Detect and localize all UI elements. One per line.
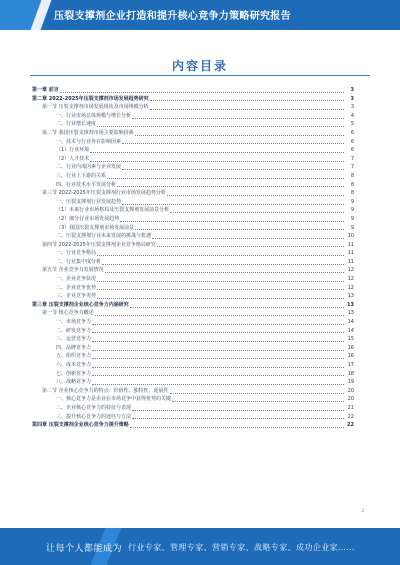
toc-entry-page: 9 <box>350 198 354 205</box>
toc-leader-dots <box>170 208 344 213</box>
toc-entry-text: 三、行业上下游的关系 <box>56 172 107 179</box>
toc-leader-dots <box>97 251 344 256</box>
toc-leader-dots <box>97 285 344 290</box>
toc-entry[interactable] <box>32 266 354 275</box>
toc-entry-page: 9 <box>350 224 354 231</box>
toc-leader-dots <box>167 191 344 196</box>
toc-entry-text: 一、技术与行业外在影响因素 <box>56 138 122 145</box>
toc-entry[interactable] <box>32 404 354 413</box>
toc-leader-dots <box>170 389 344 394</box>
toc-entry-text: 四、行业技术水平发展分析 <box>56 181 117 188</box>
toc-entry-text: （3）我国压裂支撑剂市场发展前景 <box>56 224 135 231</box>
toc-entry[interactable] <box>32 206 354 215</box>
toc-entry[interactable] <box>32 249 354 258</box>
toc-entry-text: 一、压裂支撑剂行业发展趋势 <box>56 198 122 205</box>
toc-entry-text: 第四节 2022-2025年压裂支撑剂企业竞争格局研究 <box>42 241 156 248</box>
toc-entry[interactable] <box>32 335 354 344</box>
toc-entry[interactable] <box>32 318 354 327</box>
toc-entry-text: 第一节 压裂支撑剂市场发展现状及市场规模分析 <box>42 104 149 111</box>
toc-entry-text: 第四章 压裂支撑剂企业核心竞争力提升策略 <box>32 422 129 429</box>
toc-entry-page: 19 <box>347 379 354 386</box>
toc-leader-dots <box>92 380 344 385</box>
toc-entry[interactable] <box>32 129 354 138</box>
toc-leader-dots <box>135 225 344 230</box>
toc-leader-dots <box>92 337 344 342</box>
toc-entry-text: 一、市场竞争力 <box>56 319 92 326</box>
toc-entry-page: 11 <box>347 258 354 265</box>
toc-entry[interactable] <box>32 309 354 318</box>
toc-entry[interactable] <box>32 284 354 293</box>
toc-entry[interactable] <box>32 413 354 422</box>
toc-entry-text: 第二节 我国压裂支撑剂市场主要影响因素 <box>42 129 134 136</box>
toc-entry-page: 4 <box>350 112 354 119</box>
toc-entry[interactable] <box>32 387 354 396</box>
toc-leader-dots <box>97 294 344 299</box>
toc-leader-dots <box>92 354 344 359</box>
toc-entry-page: 9 <box>350 215 354 222</box>
toc-entry-text: 一、企业竞争状况 <box>56 276 97 283</box>
toc-leader-dots <box>132 406 344 411</box>
toc-leader-dots <box>92 346 344 351</box>
toc-entry-text: 三、运营竞争力 <box>56 336 92 343</box>
toc-entry[interactable] <box>32 138 354 147</box>
toc-entry-page: 6 <box>350 147 354 154</box>
toc-entry-page: 12 <box>347 267 354 274</box>
toc-entry-text: 三、企业竞争劣势 <box>56 293 97 300</box>
toc-entry-page: 14 <box>347 319 354 326</box>
toc-entry-text: 二、行业内部因素与企业发展 <box>56 164 122 171</box>
toc-entry-text: 七、创新竞争力 <box>56 370 92 377</box>
toc-entry-page: 13 <box>347 301 354 308</box>
report-title: 压裂支撑剂企业打造和提升核心竞争力策略研究报告 <box>54 11 291 22</box>
toc-entry-page: 11 <box>347 250 354 257</box>
toc-entry-text: 一、行业竞争格局 <box>56 250 97 257</box>
toc-leader-dots <box>95 311 344 316</box>
toc-leader-dots <box>102 260 344 265</box>
toc-entry[interactable] <box>32 327 354 336</box>
toc-entry-page: 22 <box>347 413 354 420</box>
toc-entry-page: 15 <box>347 336 354 343</box>
toc-entry-page: 20 <box>347 396 354 403</box>
toc-leader-dots <box>120 217 344 222</box>
toc-entry-text: 一、行业市场总体规模与增长分析 <box>56 112 132 119</box>
toc-entry-page: 7 <box>350 164 354 171</box>
toc-leader-dots <box>135 131 344 136</box>
footer-tagline: 行业专家、管理专家、营销专家、战略专家、成功企业家…… <box>128 543 355 552</box>
toc-entry[interactable] <box>32 344 354 353</box>
footer-slogan: 让每个人都能成为 <box>46 544 123 554</box>
toc-entry[interactable] <box>32 120 354 129</box>
toc-leader-dots <box>97 277 344 282</box>
toc-entry-text: 第一章 前言 <box>32 87 59 93</box>
toc-entry[interactable] <box>32 370 354 379</box>
toc-leader-dots <box>122 200 344 205</box>
toc-entry-page: 13 <box>347 310 354 317</box>
toc-entry-page: 5 <box>350 121 354 128</box>
toc-leader-dots <box>132 414 344 419</box>
toc-leader-dots <box>97 122 344 127</box>
toc-leader-dots <box>117 182 344 187</box>
toc-entry[interactable] <box>32 95 354 104</box>
toc-leader-dots <box>107 174 344 179</box>
toc-entry-text: （1）未来行业市场格局及压裂支撑剂发展前景分析 <box>56 207 170 214</box>
toc-entry-page: 11 <box>347 241 354 248</box>
toc-leader-dots <box>150 96 344 101</box>
toc-entry-page: 8 <box>350 172 354 179</box>
toc-entry-text: 第二章 2022-2025年压裂支撑剂市场发展趋势研究 <box>32 95 149 102</box>
toc-entry[interactable] <box>32 275 354 284</box>
toc-entry[interactable] <box>32 163 354 172</box>
toc-leader-dots <box>105 268 344 273</box>
table-of-contents <box>32 86 354 430</box>
toc-entry-text: 第二节 企业核心竞争力的特点：价值性、独特性、延展性 <box>42 387 169 394</box>
toc-entry-page: 3 <box>350 104 354 111</box>
page-header <box>0 0 400 30</box>
toc-entry[interactable] <box>32 198 354 207</box>
toc-entry-page: 18 <box>347 370 354 377</box>
toc-entry-text: 二、压裂支撑剂行业未来发展的挑战与机遇 <box>56 233 152 240</box>
toc-entry[interactable] <box>32 301 354 310</box>
toc-entry-text: （2）人才技术 <box>56 155 90 162</box>
toc-entry[interactable] <box>32 103 354 112</box>
toc-entry-page: 12 <box>347 276 354 283</box>
toc-entry-text: 第三节 2022-2025年压裂支撑剂行业市场发展趋势分析 <box>42 190 166 197</box>
toc-entry[interactable] <box>32 112 354 121</box>
toc-entry-page: 13 <box>347 293 354 300</box>
toc-entry-text: 六、成本竞争力 <box>56 362 92 368</box>
toc-entry-page: 8 <box>350 190 354 197</box>
toc-entry-page: 3 <box>350 95 354 102</box>
toc-entry-page: 6 <box>350 129 354 136</box>
toc-entry-page: 7 <box>350 155 354 162</box>
toc-entry-text: 二、研发竞争力 <box>56 327 92 334</box>
toc-entry-page: 10 <box>347 233 354 240</box>
toc-entry[interactable] <box>32 292 354 301</box>
toc-entry-text: 一、核心竞争力是企业在市场竞争中获得优势的关键 <box>56 396 172 403</box>
toc-entry-page: 22 <box>347 422 354 429</box>
toc-entry-page: 6 <box>350 138 354 145</box>
toc-entry[interactable] <box>32 421 354 430</box>
toc-leader-dots <box>92 363 344 368</box>
toc-entry-page: 8 <box>350 181 354 188</box>
toc-entry-page: 14 <box>347 327 354 334</box>
toc-entry-text: 五、组织竞争力 <box>56 353 92 360</box>
toc-entry-text: 二、行业增长速度 <box>56 121 97 128</box>
toc-leader-dots <box>152 234 344 239</box>
toc-leader-dots <box>90 157 344 162</box>
toc-entry[interactable] <box>32 215 354 224</box>
toc-entry-text: 二、企业核心竞争力的特征与表现 <box>56 404 132 411</box>
toc-divider <box>30 75 370 76</box>
toc-entry[interactable] <box>32 146 354 155</box>
toc-entry-page: 16 <box>347 353 354 360</box>
toc-leader-dots <box>92 371 344 376</box>
toc-leader-dots <box>92 320 344 325</box>
toc-entry-page: 21 <box>347 404 354 411</box>
toc-entry-text: 二、行业集中度分析 <box>56 258 102 265</box>
toc-entry[interactable] <box>32 361 354 370</box>
toc-entry-text: 三、提升核心竞争力的途径与方法 <box>56 413 132 420</box>
toc-leader-dots <box>130 303 344 308</box>
toc-leader-dots <box>130 423 344 428</box>
toc-leader-dots <box>122 165 344 170</box>
toc-entry-page: 12 <box>347 284 354 291</box>
toc-entry-text: （2）细分行业市场发展趋势 <box>56 215 120 222</box>
toc-entry-text: 第三章 压裂支撑剂企业核心竞争力内涵研究 <box>32 301 129 308</box>
toc-entry-text: 八、战略竞争力 <box>56 379 92 386</box>
toc-entry[interactable] <box>32 189 354 198</box>
toc-entry[interactable] <box>32 352 354 361</box>
toc-entry-page: 17 <box>347 362 354 368</box>
toc-leader-dots <box>157 242 344 247</box>
toc-entry-text: 第五节 企业竞争力发展情况 <box>42 267 104 274</box>
toc-entry[interactable] <box>32 378 354 387</box>
toc-entry-text: 二、企业竞争优势 <box>56 284 97 291</box>
toc-entry-text: （1）行业环境 <box>56 147 90 154</box>
page-number: 2 <box>361 508 364 513</box>
toc-leader-dots <box>172 397 344 402</box>
toc-entry[interactable] <box>32 86 354 95</box>
toc-entry-page: 3 <box>350 87 354 93</box>
toc-entry-page: 20 <box>347 387 354 394</box>
toc-leader-dots <box>60 88 344 93</box>
toc-leader-dots <box>150 105 344 110</box>
toc-entry-page: 9 <box>350 207 354 214</box>
toc-entry-page: 16 <box>347 344 354 351</box>
page-footer <box>0 528 400 565</box>
toc-entry-text: 四、品牌竞争力 <box>56 344 92 351</box>
toc-entry[interactable] <box>32 258 354 267</box>
toc-entry[interactable] <box>32 395 354 404</box>
toc-leader-dots <box>132 114 344 119</box>
toc-leader-dots <box>122 139 344 144</box>
toc-entry-text: 第一节 核心竞争力概述 <box>42 310 94 317</box>
toc-leader-dots <box>92 328 344 333</box>
toc-entry[interactable] <box>32 224 354 233</box>
toc-entry[interactable] <box>32 172 354 181</box>
toc-entry[interactable] <box>32 181 354 190</box>
toc-entry[interactable] <box>32 155 354 164</box>
toc-title: 内容目录 <box>171 59 228 73</box>
toc-entry[interactable] <box>32 232 354 241</box>
toc-leader-dots <box>90 148 344 153</box>
toc-entry[interactable] <box>32 241 354 250</box>
